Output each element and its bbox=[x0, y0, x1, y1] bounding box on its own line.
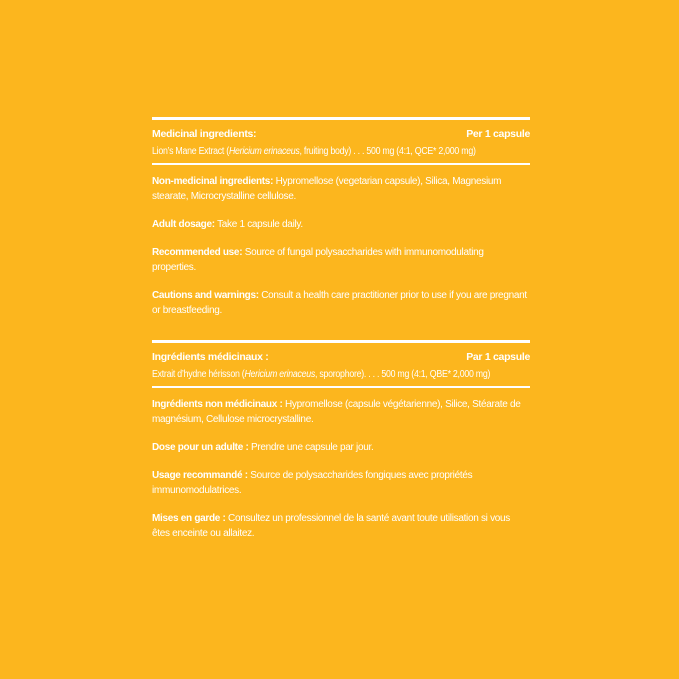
paragraph-cautions-warnings-fr bbox=[152, 511, 530, 541]
paragraph-cautions-warnings bbox=[152, 288, 530, 318]
paragraph-text: Source of fungal polysaccharides with immunomodulating properties. bbox=[152, 247, 484, 273]
supplement-label-panel bbox=[152, 117, 530, 541]
paragraph-label: Dose pour un adulte : bbox=[152, 442, 249, 453]
paragraph-text: Source de polysaccharides fongiques avec propriétés immunomodulatrices. bbox=[152, 470, 473, 496]
ingredient-name: Lion’s Mane Extract ( bbox=[152, 146, 229, 157]
section-french bbox=[152, 340, 530, 541]
separator-rule bbox=[152, 386, 530, 388]
paragraph-label: Usage recommandé : bbox=[152, 470, 248, 481]
paragraph-adult-dosage bbox=[152, 217, 530, 232]
ingredient-amount: , fruiting body) . . . 500 mg (4:1, QCE* 2,000 mg) bbox=[299, 146, 476, 157]
ingredients-header-row bbox=[152, 350, 530, 365]
paragraph-label: Non-medicinal ingredients: bbox=[152, 176, 274, 187]
paragraph-text: Prendre une capsule par jour. bbox=[248, 442, 374, 453]
top-rule bbox=[152, 117, 530, 120]
top-rule bbox=[152, 340, 530, 343]
separator-rule bbox=[152, 163, 530, 165]
paragraph-label: Recommended use: bbox=[152, 247, 243, 258]
per-capsule-label: Per 1 capsule bbox=[466, 128, 530, 140]
ingredients-header-row bbox=[152, 127, 530, 142]
paragraph-non-medicinal-fr bbox=[152, 397, 530, 427]
paragraph-label: Cautions and warnings: bbox=[152, 290, 259, 301]
paragraph-text: Consultez un professionnel de la santé avant toute utilisation si vous êtes enceinte ou allaitez. bbox=[152, 513, 511, 539]
paragraph-text: Take 1 capsule daily. bbox=[214, 219, 303, 230]
paragraph-text: Consult a health care practitioner prior to use if you are pregnant or breastfeeding. bbox=[152, 290, 527, 316]
medicinal-ingredients-label: Ingrédients médicinaux : bbox=[152, 351, 269, 363]
ingredient-row bbox=[152, 144, 485, 159]
medicinal-ingredients-label: Medicinal ingredients: bbox=[152, 128, 257, 140]
ingredient-species: Hericium erinaceus bbox=[244, 369, 316, 380]
paragraph-recommended-use bbox=[152, 245, 530, 275]
paragraph-text: Hypromellose (capsule végétarienne), Silice, Stéarate de magnésium, Cellulose microcrystalline. bbox=[152, 399, 521, 425]
paragraph-label: Mises en garde : bbox=[152, 513, 226, 524]
paragraph-non-medicinal bbox=[152, 174, 530, 204]
paragraph-recommended-use-fr bbox=[152, 468, 530, 498]
ingredient-name: Extrait d’hydne hérisson ( bbox=[152, 369, 245, 380]
ingredient-amount: , sporophore). . . . 500 mg (4:1, QBE* 2,000 mg) bbox=[315, 369, 491, 380]
per-capsule-label: Par 1 capsule bbox=[466, 351, 530, 363]
section-english bbox=[152, 117, 530, 318]
paragraph-adult-dosage-fr bbox=[152, 440, 530, 455]
ingredient-species: Hericium erinaceus bbox=[228, 146, 300, 157]
ingredient-row bbox=[152, 367, 491, 382]
paragraph-label: Ingrédients non médicinaux : bbox=[152, 399, 283, 410]
paragraph-label: Adult dosage: bbox=[152, 219, 215, 230]
paragraph-text: Hypromellose (vegetarian capsule), Silica, Magnesium stearate, Microcrystalline cellulose. bbox=[152, 176, 502, 202]
